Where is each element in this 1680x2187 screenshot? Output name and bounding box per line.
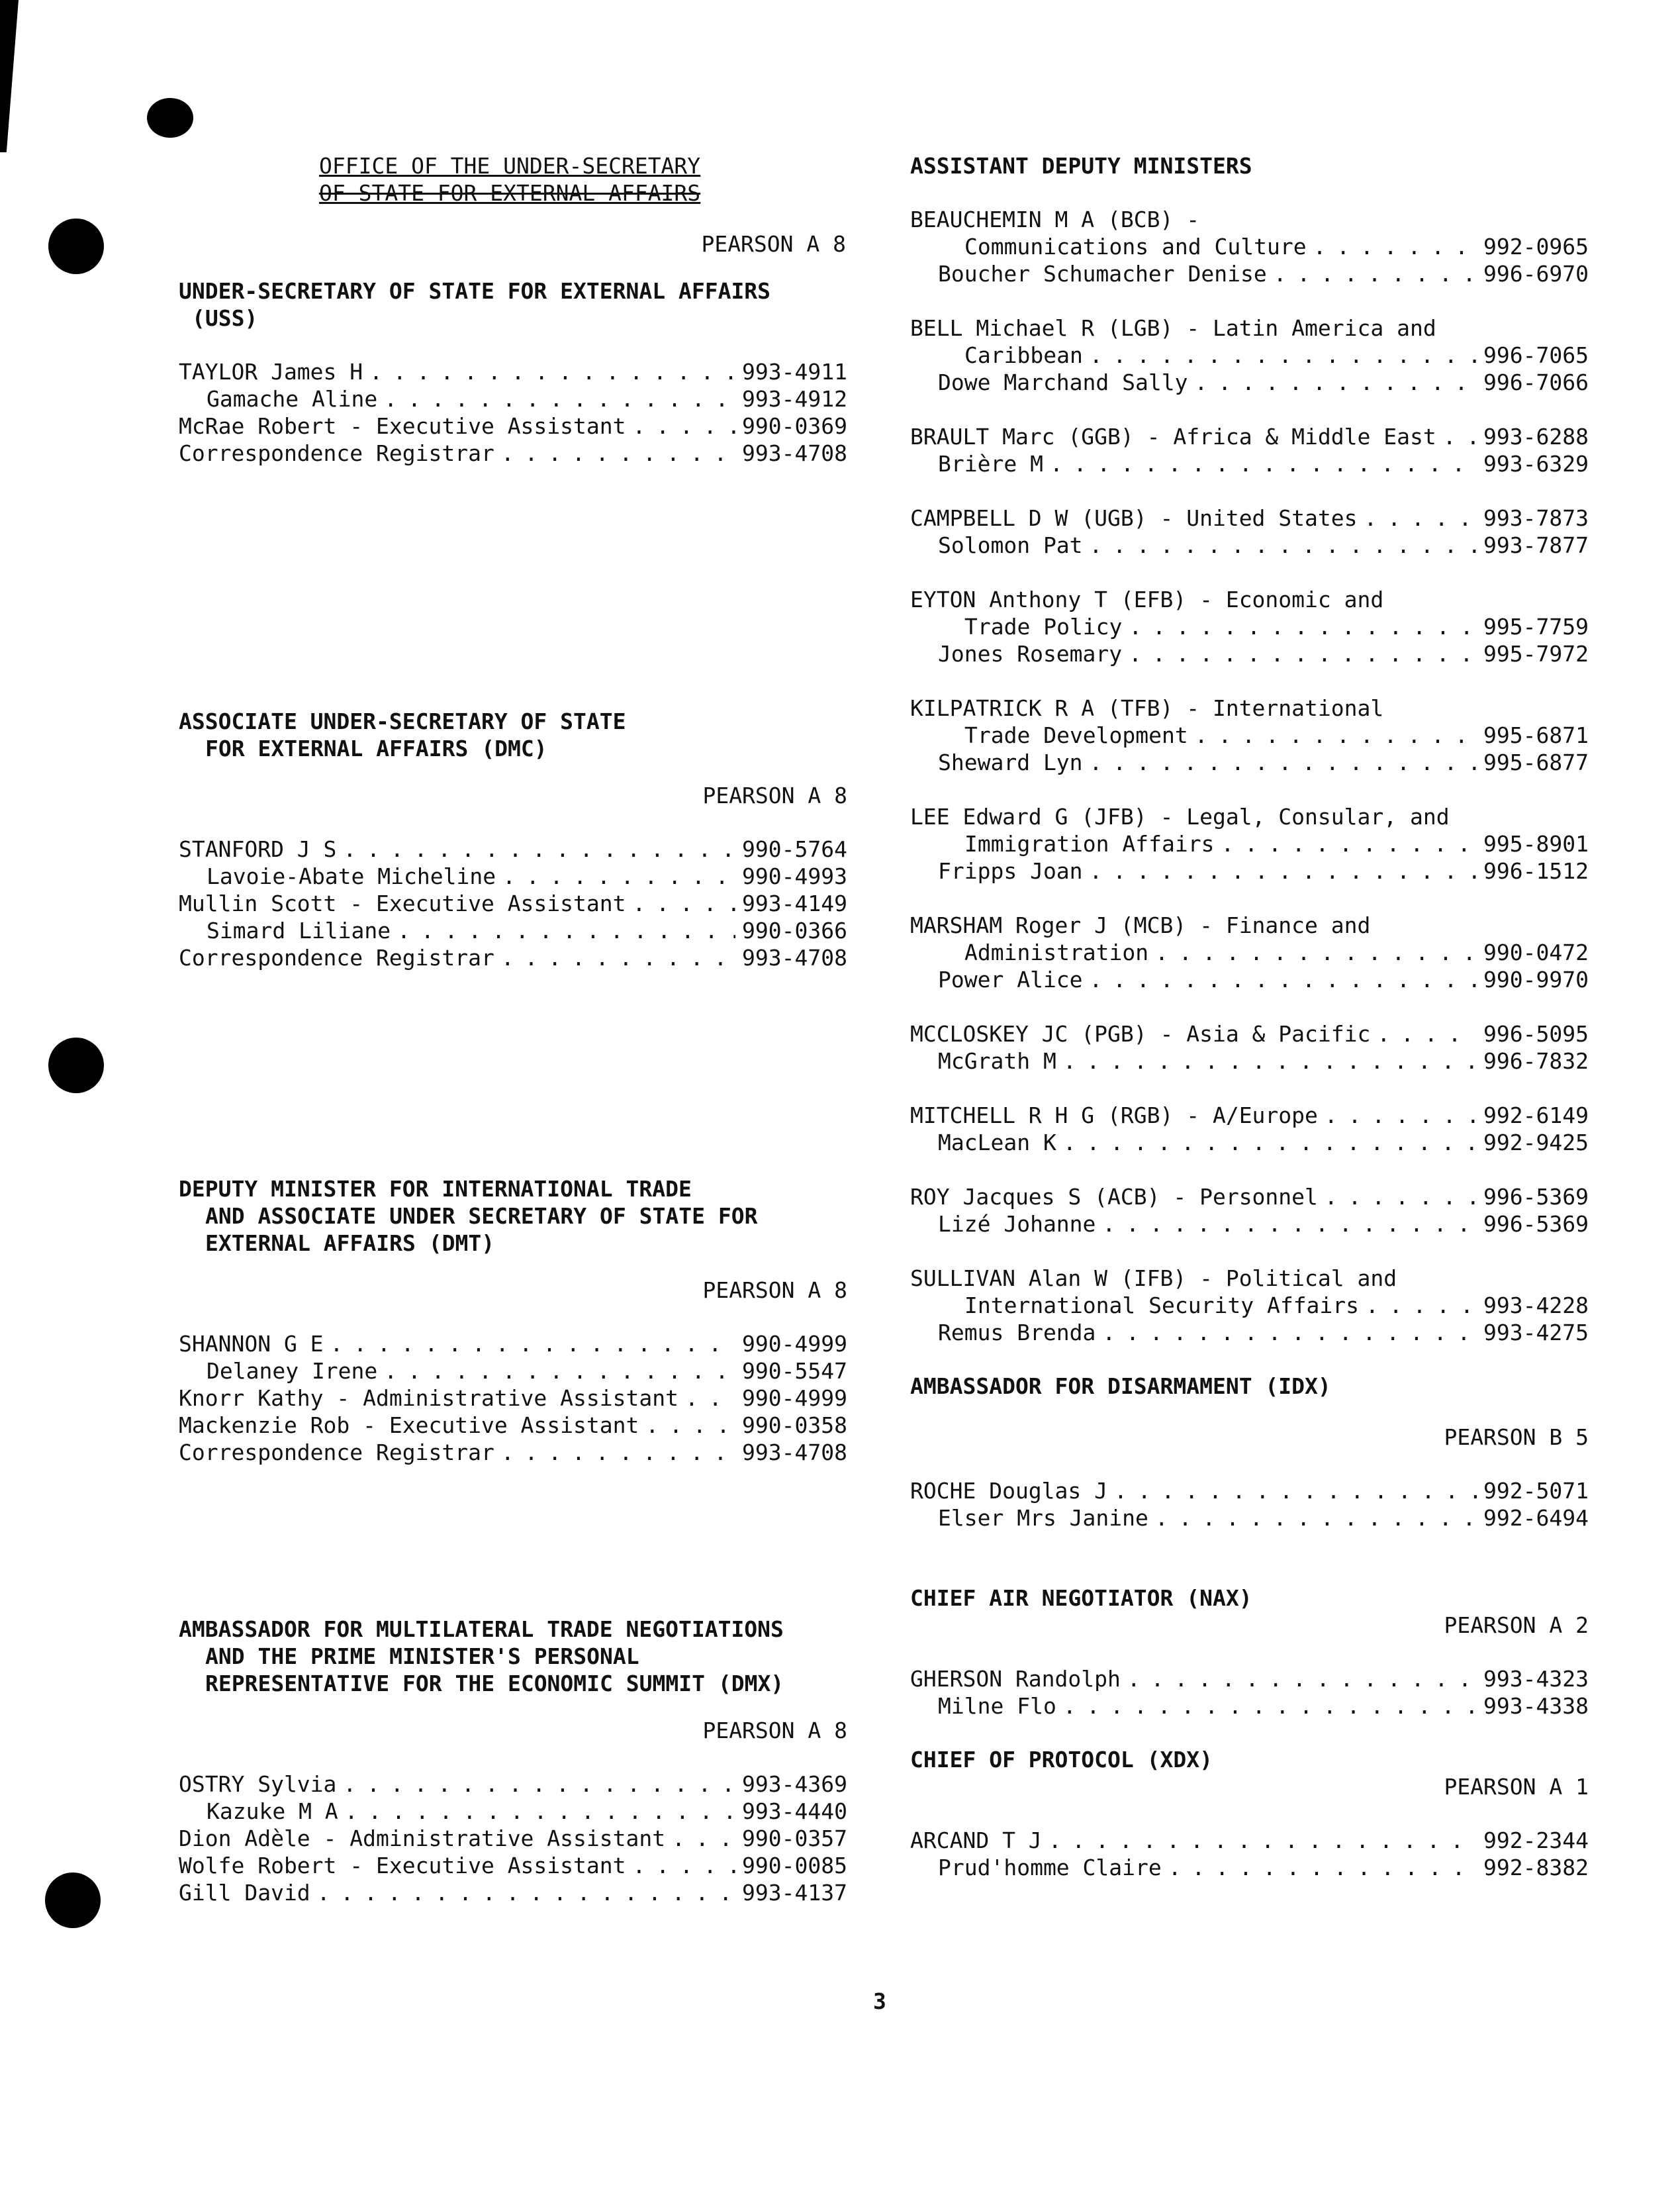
leader-dots — [633, 890, 736, 917]
entry-name: Power Alice — [938, 967, 1083, 993]
adm-group — [910, 586, 1589, 667]
leader-dots — [317, 1879, 735, 1906]
directory-entry — [910, 532, 1589, 559]
leader-dots — [1063, 1129, 1477, 1156]
entry-phone: 993-4708 — [742, 1439, 847, 1465]
leader-dots — [343, 836, 735, 863]
heading-line: EXTERNAL AFFAIRS (DMT) — [205, 1230, 495, 1256]
heading-line: AMBASSADOR FOR MULTILATERAL TRADE NEGOTIATIONS — [179, 1616, 784, 1642]
leader-dots — [1364, 505, 1477, 532]
adm-group — [910, 1020, 1589, 1075]
heading-line: FOR EXTERNAL AFFAIRS (DMC) — [205, 736, 547, 761]
xdx-section — [910, 1746, 1589, 1881]
entry-list — [179, 358, 847, 467]
adm-group — [910, 505, 1589, 559]
entry-phone: 993-7873 — [1483, 505, 1589, 531]
entry-name: Trade Development — [964, 722, 1188, 748]
entry-name: Brière M — [938, 451, 1043, 477]
heading-line: AND THE PRIME MINISTER'S PERSONAL — [205, 1643, 639, 1669]
leader-dots — [1129, 640, 1477, 667]
heading-line: ASSOCIATE UNDER-SECRETARY OF STATE — [179, 708, 626, 734]
location-label: PEARSON A 8 — [702, 783, 847, 808]
entry-name: Jones Rosemary — [938, 641, 1123, 667]
leader-dots — [1155, 1504, 1477, 1531]
directory-entry — [179, 944, 847, 971]
entry-name: Administration — [964, 940, 1149, 965]
entry-phone: 993-4275 — [1483, 1320, 1589, 1345]
leader-dots — [1090, 857, 1477, 885]
entry-name: Solomon Pat — [938, 532, 1083, 558]
entry-name: OSTRY Sylvia — [179, 1771, 337, 1797]
entry-phone: 993-4369 — [742, 1771, 847, 1797]
directory-entry — [910, 640, 1589, 667]
entry-name: Wolfe Robert - Executive Assistant — [179, 1853, 626, 1878]
entry-list — [910, 1665, 1589, 1720]
location-label: PEARSON A 8 — [702, 1718, 847, 1743]
entry-phone: 993-4440 — [742, 1798, 847, 1824]
directory-entry — [179, 1385, 847, 1412]
entry-name: Kazuke M A — [207, 1798, 338, 1824]
adm-group — [910, 315, 1589, 396]
directory-entry — [179, 385, 847, 413]
entry-phone: 996-1512 — [1483, 858, 1589, 884]
adm-group — [910, 1265, 1589, 1346]
leader-dots — [1129, 613, 1477, 640]
leader-dots — [1274, 260, 1477, 287]
adm-group — [910, 695, 1589, 776]
entry-name: Communications and Culture — [964, 234, 1307, 260]
entry-phone: 996-5369 — [1483, 1184, 1589, 1210]
directory-entry — [910, 830, 1589, 857]
directory-entry — [910, 613, 1589, 640]
nax-section — [910, 1584, 1589, 1720]
directory-entry — [910, 1477, 1589, 1504]
directory-entry — [910, 1047, 1589, 1075]
leader-dots — [1127, 1665, 1477, 1692]
entry-phone: 990-0472 — [1483, 940, 1589, 965]
entry-name: Simard Liliane — [207, 918, 391, 944]
leader-dots — [501, 944, 735, 971]
location-label: PEARSON A 2 — [1444, 1612, 1589, 1638]
adm-lead-line: KILPATRICK R A (TFB) - International — [910, 695, 1384, 721]
location-label: PEARSON B 5 — [1444, 1424, 1589, 1450]
leader-dots — [1050, 450, 1477, 477]
leader-dots — [685, 1385, 735, 1412]
leader-dots — [501, 1439, 735, 1466]
entry-phone: 996-7066 — [1483, 369, 1589, 395]
leader-dots — [369, 358, 735, 385]
entry-name: Lavoie-Abate Micheline — [207, 863, 496, 889]
directory-entry — [910, 722, 1589, 749]
entry-phone: 995-6877 — [1483, 750, 1589, 775]
entry-name: Gill David — [179, 1880, 310, 1906]
entry-name: BRAULT Marc (GGB) - Africa & Middle East — [910, 424, 1436, 450]
entry-phone: 993-7877 — [1483, 532, 1589, 558]
entry-phone: 992-2344 — [1483, 1827, 1589, 1853]
entry-name: Immigration Affairs — [964, 831, 1215, 857]
adm-group — [910, 912, 1589, 993]
entry-list — [910, 1827, 1589, 1881]
entry-list — [179, 1771, 847, 1906]
entry-phone: 992-6494 — [1483, 1505, 1589, 1531]
leader-dots — [633, 1852, 736, 1879]
entry-phone: 995-6871 — [1483, 722, 1589, 748]
leader-dots — [1168, 1854, 1477, 1881]
entry-name: Delaney Irene — [207, 1358, 378, 1384]
heading-line: REPRESENTATIVE FOR THE ECONOMIC SUMMIT (DMX) — [205, 1671, 784, 1696]
leader-dots — [1443, 423, 1477, 450]
entry-phone: 990-5764 — [742, 836, 847, 862]
leader-dots — [1114, 1477, 1477, 1504]
entry-name: Correspondence Registrar — [179, 1439, 494, 1465]
section-heading — [179, 708, 847, 762]
directory-entry — [910, 1183, 1589, 1210]
entry-name: ARCAND T J — [910, 1827, 1042, 1853]
entry-phone: 993-6288 — [1483, 424, 1589, 450]
entry-phone: 993-4323 — [1483, 1666, 1589, 1692]
leader-dots — [330, 1330, 736, 1357]
entry-phone: 995-7972 — [1483, 641, 1589, 667]
entry-name: CAMPBELL D W (UGB) - United States — [910, 505, 1358, 531]
entry-name: STANFORD J S — [179, 836, 337, 862]
directory-entry — [179, 836, 847, 863]
entry-phone: 990-0085 — [742, 1853, 847, 1878]
entry-phone: 992-5071 — [1483, 1478, 1589, 1504]
directory-entry — [179, 1825, 847, 1852]
entry-phone: 996-7832 — [1483, 1048, 1589, 1074]
leader-dots — [645, 1412, 735, 1439]
entry-phone: 992-8382 — [1483, 1855, 1589, 1880]
entry-name: MCCLOSKEY JC (PGB) - Asia & Pacific — [910, 1021, 1371, 1047]
section-heading — [179, 1616, 847, 1697]
entry-phone: 992-9425 — [1483, 1130, 1589, 1155]
entry-phone: 993-4912 — [742, 386, 847, 412]
entry-phone: 990-4993 — [742, 863, 847, 889]
leader-dots — [1090, 532, 1477, 559]
leader-dots — [1090, 966, 1477, 993]
leader-dots — [384, 385, 735, 413]
entry-name: Trade Policy — [964, 614, 1123, 640]
directory-entry — [910, 423, 1589, 450]
office-title-line: OF STATE FOR EXTERNAL AFFAIRS — [319, 180, 701, 206]
directory-entry — [910, 260, 1589, 287]
entry-name: Boucher Schumacher Denise — [938, 261, 1267, 287]
directory-entry — [910, 857, 1589, 885]
left-column — [179, 152, 847, 1906]
directory-entry — [910, 342, 1589, 369]
entry-name: Mullin Scott - Executive Assistant — [179, 891, 626, 916]
leader-dots — [345, 1798, 735, 1825]
directory-entry — [910, 939, 1589, 966]
leader-dots — [1377, 1020, 1477, 1047]
directory-entry — [910, 1129, 1589, 1156]
leader-dots — [1102, 1210, 1477, 1238]
leader-dots — [1366, 1292, 1477, 1319]
dmx-section — [179, 1616, 847, 1906]
directory-entry — [910, 450, 1589, 477]
heading-line: AND ASSOCIATE UNDER SECRETARY OF STATE FOR — [205, 1203, 758, 1229]
directory-entry — [179, 917, 847, 944]
directory-entry — [910, 1827, 1589, 1854]
leader-dots — [502, 863, 735, 890]
entry-name: Sheward Lyn — [938, 750, 1083, 775]
heading-line: UNDER-SECRETARY OF STATE FOR EXTERNAL AFFAIRS — [179, 278, 771, 304]
entry-phone: 993-4708 — [742, 945, 847, 971]
entry-name: Dion Adèle - Administrative Assistant — [179, 1825, 666, 1851]
adm-group — [910, 423, 1589, 477]
directory-entry — [910, 1692, 1589, 1720]
leader-dots — [1102, 1319, 1477, 1346]
entry-name: MITCHELL R H G (RGB) - A/Europe — [910, 1102, 1318, 1128]
entry-name: SHANNON G E — [179, 1331, 324, 1357]
entry-phone: 995-7759 — [1483, 614, 1589, 640]
entry-name: Caribbean — [964, 342, 1083, 368]
entry-phone: 990-4999 — [742, 1385, 847, 1411]
entry-name: MacLean K — [938, 1130, 1056, 1155]
entry-name: Elser Mrs Janine — [938, 1505, 1148, 1531]
adm-group — [910, 1183, 1589, 1238]
entry-phone: 992-6149 — [1483, 1102, 1589, 1128]
entry-name: Knorr Kathy - Administrative Assistant — [179, 1385, 678, 1411]
directory-entry — [910, 966, 1589, 993]
entry-phone: 993-4708 — [742, 440, 847, 466]
adm-lead-line: LEE Edward G (JFB) - Legal, Consular, and — [910, 804, 1450, 830]
entry-phone: 996-5369 — [1483, 1211, 1589, 1237]
entry-name: TAYLOR James H — [179, 359, 363, 385]
entry-phone: 990-0369 — [742, 413, 847, 439]
adm-lead-line: BELL Michael R (LGB) - Latin America and — [910, 315, 1436, 341]
directory-entry — [179, 358, 847, 385]
entry-name: Dowe Marchand Sally — [938, 369, 1188, 395]
adm-lead-line: BEAUCHEMIN M A (BCB) - — [910, 207, 1200, 232]
entry-phone: 993-4137 — [742, 1880, 847, 1906]
leader-dots — [1325, 1183, 1477, 1210]
adm-group — [910, 803, 1589, 885]
entry-phone: 996-6970 — [1483, 261, 1589, 287]
entry-list — [179, 836, 847, 971]
leader-dots — [633, 413, 736, 440]
section-heading: CHIEF OF PROTOCOL (XDX) — [910, 1747, 1213, 1773]
section-heading: AMBASSADOR FOR DISARMAMENT (IDX) — [910, 1373, 1331, 1399]
uss-section — [179, 152, 847, 467]
entry-name: International Security Affairs — [964, 1292, 1360, 1318]
entry-name: ROCHE Douglas J — [910, 1478, 1108, 1504]
entry-phone: 990-0366 — [742, 918, 847, 944]
entry-phone: 990-0357 — [742, 1825, 847, 1851]
dmt-section — [179, 1175, 847, 1466]
directory-entry — [910, 1102, 1589, 1129]
directory-entry — [910, 1504, 1589, 1531]
entry-phone: 995-8901 — [1483, 831, 1589, 857]
entry-name: McGrath M — [938, 1048, 1056, 1074]
adm-group — [910, 206, 1589, 287]
directory-entry — [910, 1665, 1589, 1692]
entry-name: Fripps Joan — [938, 858, 1083, 884]
directory-entry — [910, 369, 1589, 396]
punch-hole — [45, 1872, 101, 1928]
leader-dots — [397, 917, 735, 944]
leader-dots — [1221, 830, 1477, 857]
scan-mark — [0, 0, 19, 152]
heading-line: DEPUTY MINISTER FOR INTERNATIONAL TRADE — [179, 1176, 692, 1202]
location-label: PEARSON A 1 — [1444, 1774, 1589, 1800]
leader-dots — [1155, 939, 1477, 966]
adm-lead-line: SULLIVAN Alan W (IFB) - Political and — [910, 1265, 1397, 1291]
adm-group — [910, 1102, 1589, 1156]
leader-dots — [343, 1771, 735, 1798]
directory-entry — [179, 1412, 847, 1439]
entry-phone: 990-5547 — [742, 1358, 847, 1384]
entry-phone: 990-0358 — [742, 1412, 847, 1438]
right-column — [910, 152, 1589, 1881]
directory-entry — [910, 1319, 1589, 1346]
leader-dots — [501, 440, 735, 467]
entry-name: GHERSON Randolph — [910, 1666, 1121, 1692]
entry-phone: 996-5095 — [1483, 1021, 1589, 1047]
directory-entry — [910, 1854, 1589, 1881]
leader-dots — [1195, 722, 1477, 749]
leader-dots — [1090, 749, 1477, 776]
directory-entry — [179, 440, 847, 467]
entry-name: Prud'homme Claire — [938, 1855, 1162, 1880]
directory-entry — [179, 413, 847, 440]
directory-entry — [910, 1020, 1589, 1047]
directory-entry — [179, 1771, 847, 1798]
page-number: 3 — [873, 1988, 886, 2014]
entry-name: Gamache Aline — [207, 386, 378, 412]
directory-entry — [179, 1439, 847, 1466]
directory-entry — [179, 1798, 847, 1825]
leader-dots — [1063, 1047, 1477, 1075]
directory-entry — [179, 1330, 847, 1357]
section-heading: ASSISTANT DEPUTY MINISTERS — [910, 153, 1252, 179]
leader-dots — [1325, 1102, 1477, 1129]
entry-name: Correspondence Registrar — [179, 945, 494, 971]
entry-name: Remus Brenda — [938, 1320, 1096, 1345]
entry-phone: 993-4338 — [1483, 1693, 1589, 1719]
directory-entry — [910, 233, 1589, 260]
section-heading — [179, 1175, 847, 1257]
leader-dots — [1063, 1692, 1477, 1720]
adm-lead-line: MARSHAM Roger J (MCB) - Finance and — [910, 912, 1371, 938]
entry-phone: 993-4228 — [1483, 1292, 1589, 1318]
entry-list — [179, 1330, 847, 1466]
adm-list — [910, 206, 1589, 1346]
office-title — [179, 152, 847, 207]
heading-line: (USS) — [192, 305, 258, 331]
office-title-line: OFFICE OF THE UNDER-SECRETARY — [319, 153, 701, 179]
entry-phone: 993-4149 — [742, 891, 847, 916]
section-heading: CHIEF AIR NEGOTIATOR (NAX) — [910, 1585, 1252, 1611]
directory-entry — [179, 1879, 847, 1906]
location-label: PEARSON A 8 — [702, 1277, 847, 1303]
punch-hole — [147, 98, 193, 138]
entry-name: Milne Flo — [938, 1693, 1056, 1719]
directory-entry — [910, 1210, 1589, 1238]
entry-name: Mackenzie Rob - Executive Assistant — [179, 1412, 639, 1438]
entry-name: ROY Jacques S (ACB) - Personnel — [910, 1184, 1318, 1210]
directory-entry — [910, 749, 1589, 776]
directory-entry — [910, 505, 1589, 532]
directory-entry — [910, 1292, 1589, 1319]
entry-list — [910, 1477, 1589, 1531]
entry-phone: 993-4911 — [742, 359, 847, 385]
directory-entry — [179, 890, 847, 917]
entry-phone: 990-4999 — [742, 1331, 847, 1357]
dmc-section — [179, 708, 847, 971]
entry-name: Lizé Johanne — [938, 1211, 1096, 1237]
idx-section — [910, 1373, 1589, 1531]
entry-name: Correspondence Registrar — [179, 440, 494, 466]
location-label: PEARSON A 8 — [701, 231, 846, 257]
leader-dots — [1313, 233, 1477, 260]
adm-lead-line: EYTON Anthony T (EFB) - Economic and — [910, 587, 1384, 612]
leader-dots — [672, 1825, 735, 1852]
leader-dots — [384, 1357, 735, 1385]
entry-phone: 990-9970 — [1483, 967, 1589, 993]
leader-dots — [1049, 1827, 1477, 1854]
punch-hole — [48, 1038, 104, 1093]
entry-phone: 993-6329 — [1483, 451, 1589, 477]
directory-entry — [179, 863, 847, 890]
entry-phone: 992-0965 — [1483, 234, 1589, 260]
entry-name: McRae Robert - Executive Assistant — [179, 413, 626, 439]
entry-phone: 996-7065 — [1483, 342, 1589, 368]
directory-entry — [179, 1357, 847, 1385]
leader-dots — [1195, 369, 1477, 396]
section-heading — [179, 277, 847, 332]
leader-dots — [1090, 342, 1477, 369]
punch-hole — [48, 219, 104, 274]
directory-entry — [179, 1852, 847, 1879]
